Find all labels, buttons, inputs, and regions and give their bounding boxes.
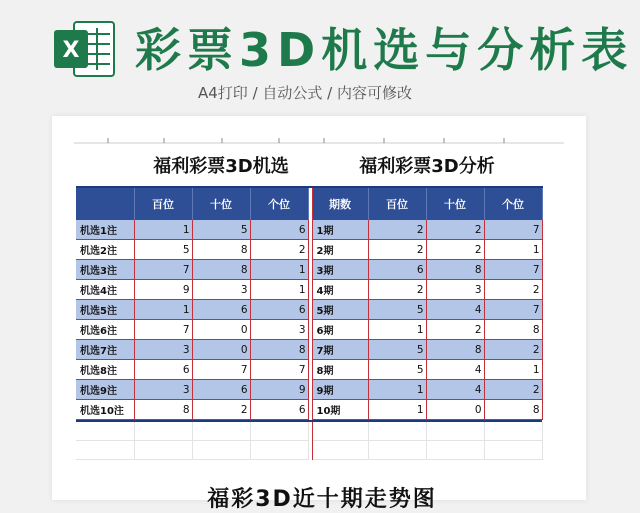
- left-cell[interactable]: 8: [250, 340, 308, 360]
- left-row-label[interactable]: 机选1注: [76, 220, 134, 240]
- right-row-label[interactable]: 4期: [312, 280, 368, 300]
- left-row-label[interactable]: 机选8注: [76, 360, 134, 380]
- right-cell[interactable]: 0: [426, 400, 484, 420]
- left-cell[interactable]: 7: [250, 360, 308, 380]
- left-cell[interactable]: 3: [134, 340, 192, 360]
- left-cell[interactable]: 1: [134, 220, 192, 240]
- left-cell[interactable]: 2: [192, 400, 250, 420]
- left-cell[interactable]: 5: [192, 220, 250, 240]
- spreadsheet-preview: [52, 116, 586, 512]
- left-row-label[interactable]: 机选7注: [76, 340, 134, 360]
- right-row-label[interactable]: 2期: [312, 240, 368, 260]
- left-cell[interactable]: 6: [250, 300, 308, 320]
- left-cell[interactable]: 3: [134, 380, 192, 400]
- left-cell[interactable]: 8: [192, 240, 250, 260]
- right-cell[interactable]: 6: [368, 260, 426, 280]
- left-header-cell[interactable]: 十位: [192, 187, 250, 220]
- right-cell[interactable]: 4: [426, 360, 484, 380]
- left-row-label[interactable]: 机选10注: [76, 400, 134, 420]
- right-row-label[interactable]: 5期: [312, 300, 368, 320]
- right-cell[interactable]: 7: [484, 220, 542, 240]
- left-cell[interactable]: 7: [134, 260, 192, 280]
- right-cell[interactable]: 7: [484, 260, 542, 280]
- table-row: [76, 240, 542, 260]
- left-cell[interactable]: 2: [250, 240, 308, 260]
- right-cell[interactable]: 2: [484, 280, 542, 300]
- right-table-caption: 福利彩票3D分析: [312, 144, 542, 187]
- right-row-label[interactable]: 1期: [312, 220, 368, 240]
- right-cell[interactable]: 8: [426, 260, 484, 280]
- left-row-label[interactable]: 机选2注: [76, 240, 134, 260]
- left-row-label[interactable]: 机选4注: [76, 280, 134, 300]
- right-row-label[interactable]: 8期: [312, 360, 368, 380]
- left-row-label[interactable]: 机选6注: [76, 320, 134, 340]
- right-cell[interactable]: 2: [426, 240, 484, 260]
- right-cell[interactable]: 1: [368, 320, 426, 340]
- left-cell[interactable]: 0: [192, 320, 250, 340]
- left-cell[interactable]: 7: [134, 320, 192, 340]
- right-cell[interactable]: 5: [368, 340, 426, 360]
- table-row: [76, 340, 542, 360]
- left-cell[interactable]: 1: [134, 300, 192, 320]
- table-row: [76, 400, 542, 420]
- left-cell[interactable]: 6: [134, 360, 192, 380]
- table-row: [76, 320, 542, 340]
- right-row-label[interactable]: 3期: [312, 260, 368, 280]
- right-cell[interactable]: 3: [426, 280, 484, 300]
- excel-logo-icon: [52, 20, 116, 78]
- right-cell[interactable]: 2: [368, 280, 426, 300]
- left-cell[interactable]: 5: [134, 240, 192, 260]
- left-cell[interactable]: 1: [250, 280, 308, 300]
- left-cell[interactable]: 7: [192, 360, 250, 380]
- left-cell[interactable]: 8: [192, 260, 250, 280]
- left-cell[interactable]: 6: [192, 380, 250, 400]
- left-header-cell[interactable]: 百位: [134, 187, 192, 220]
- right-cell[interactable]: 1: [368, 400, 426, 420]
- left-cell[interactable]: 9: [134, 280, 192, 300]
- right-header-cell[interactable]: 期数: [312, 187, 368, 220]
- table-row: [76, 380, 542, 400]
- left-cell[interactable]: 3: [192, 280, 250, 300]
- right-cell[interactable]: 2: [426, 220, 484, 240]
- table-row: [76, 260, 542, 280]
- left-cell[interactable]: 3: [250, 320, 308, 340]
- table-row: [76, 300, 542, 320]
- right-cell[interactable]: 2: [368, 220, 426, 240]
- lottery-table: [76, 144, 543, 460]
- right-cell[interactable]: 2: [484, 340, 542, 360]
- right-cell[interactable]: 4: [426, 380, 484, 400]
- left-cell[interactable]: 9: [250, 380, 308, 400]
- left-cell[interactable]: 0: [192, 340, 250, 360]
- header-blank: [76, 187, 134, 220]
- banner: [0, 0, 640, 112]
- left-cell[interactable]: 8: [134, 400, 192, 420]
- right-cell[interactable]: 1: [484, 240, 542, 260]
- right-cell[interactable]: 1: [368, 380, 426, 400]
- page-subtitle: A4打印 / 自动公式 / 内容可修改: [198, 84, 412, 102]
- right-cell[interactable]: 4: [426, 300, 484, 320]
- right-cell[interactable]: 8: [426, 340, 484, 360]
- right-cell[interactable]: 2: [368, 240, 426, 260]
- right-row-label[interactable]: 10期: [312, 400, 368, 420]
- right-row-label[interactable]: 9期: [312, 380, 368, 400]
- left-row-label[interactable]: 机选5注: [76, 300, 134, 320]
- table-row: [76, 360, 542, 380]
- left-row-label[interactable]: 机选3注: [76, 260, 134, 280]
- right-cell[interactable]: 1: [484, 360, 542, 380]
- left-table-caption: 福利彩票3D机选: [134, 144, 308, 187]
- right-header-cell[interactable]: 个位: [484, 187, 542, 220]
- left-cell[interactable]: 1: [250, 260, 308, 280]
- right-header-cell[interactable]: 百位: [368, 187, 426, 220]
- left-row-label[interactable]: 机选9注: [76, 380, 134, 400]
- right-cell[interactable]: 7: [484, 300, 542, 320]
- right-cell[interactable]: 5: [368, 300, 426, 320]
- right-cell[interactable]: 8: [484, 320, 542, 340]
- logo-letter: X: [62, 38, 80, 63]
- right-cell[interactable]: 8: [484, 400, 542, 420]
- table-row: [76, 220, 542, 240]
- right-row-label[interactable]: 6期: [312, 320, 368, 340]
- right-row-label[interactable]: 7期: [312, 340, 368, 360]
- left-cell[interactable]: 6: [250, 220, 308, 240]
- right-cell[interactable]: 5: [368, 360, 426, 380]
- left-header-cell[interactable]: 个位: [250, 187, 308, 220]
- table-row: [76, 280, 542, 300]
- page-title: 彩票3D机选与分析表: [135, 23, 634, 77]
- right-header-cell[interactable]: 十位: [426, 187, 484, 220]
- right-cell[interactable]: 2: [484, 380, 542, 400]
- left-cell[interactable]: 6: [250, 400, 308, 420]
- left-cell[interactable]: 6: [192, 300, 250, 320]
- right-cell[interactable]: 2: [426, 320, 484, 340]
- column-ruler: [74, 134, 564, 144]
- trend-chart-title: 福彩3D近十期走势图: [207, 487, 437, 512]
